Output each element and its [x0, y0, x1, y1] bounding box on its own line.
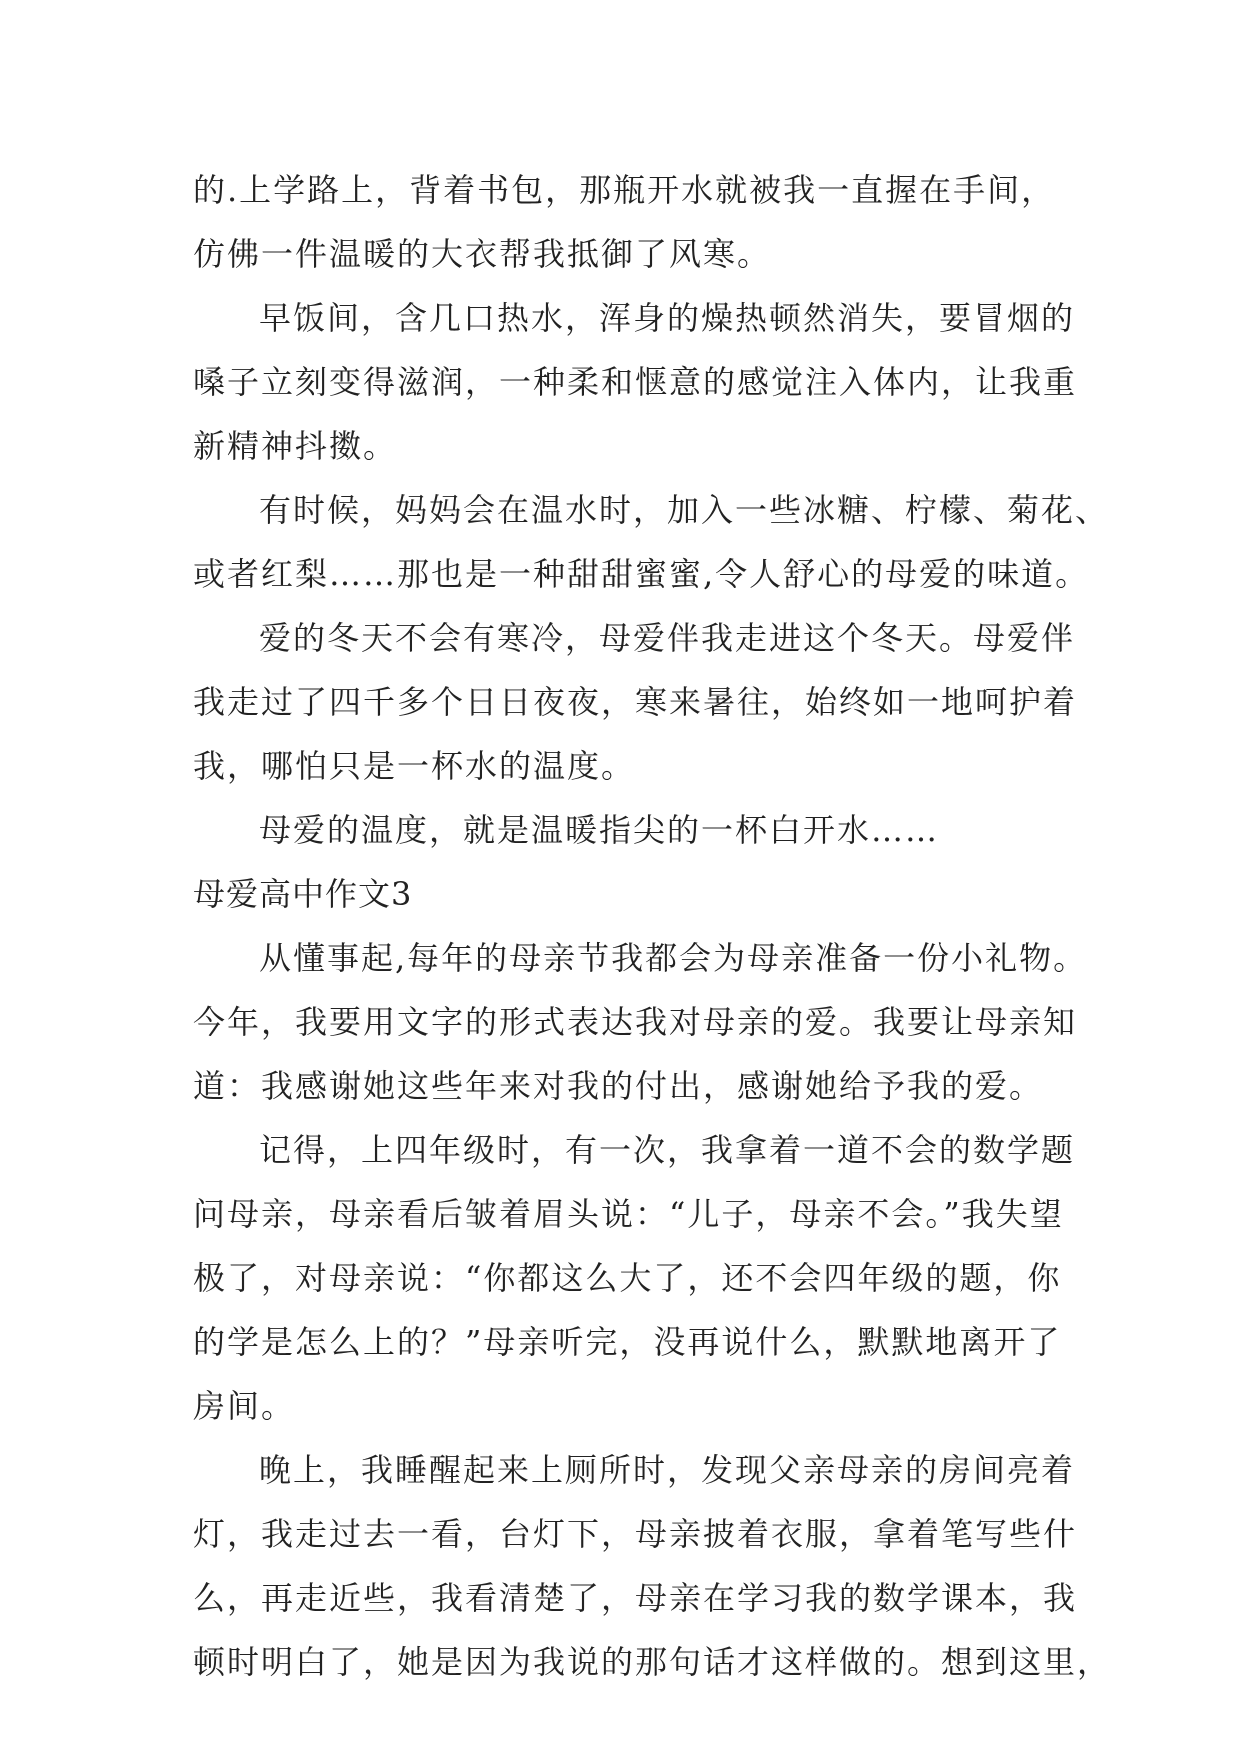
paragraph-start-line: 晚上，我睡醒起来上厕所时，发现父亲母亲的房间亮着 — [259, 1451, 1076, 1489]
text-line: 灯，我走过去一看，台灯下，母亲披着衣服，拿着笔写些什 — [193, 1515, 1078, 1553]
document-page — [193, 158, 1112, 1694]
text-line: 房间。 — [193, 1387, 296, 1425]
paragraph-start-line: 从懂事起,每年的母亲节我都会为母亲准备一份小礼物。 — [259, 939, 1088, 977]
paragraph-start-line: 记得，上四年级时，有一次，我拿着一道不会的数学题 — [259, 1131, 1076, 1169]
text-line: 我走过了四千多个日日夜夜，寒来暑往，始终如一地呵护着 — [193, 683, 1078, 721]
paragraph-start-line: 早饭间，含几口热水，浑身的燥热顿然消失，要冒烟的 — [259, 299, 1076, 337]
text-line: 道：我感谢她这些年来对我的付出，感谢她给予我的爱。 — [193, 1067, 1044, 1105]
text-line: 嗓子立刻变得滋润，一种柔和惬意的感觉注入体内，让我重 — [193, 363, 1078, 401]
text-line: 仿佛一件温暖的大衣帮我抵御了风寒。 — [193, 235, 772, 273]
text-line: 的学是怎么上的？”母亲听完，没再说什么，默默地离开了 — [193, 1323, 1062, 1361]
text-line: 极了，对母亲说：“你都这么大了，还不会四年级的题，你 — [193, 1259, 1062, 1297]
text-line: 的.上学路上，背着书包，那瓶开水就被我一直握在手间， — [193, 171, 1056, 209]
text-line: 么，再走近些，我看清楚了，母亲在学习我的数学课本，我 — [193, 1579, 1078, 1617]
text-line: 新精神抖擞。 — [193, 427, 398, 465]
section-heading: 母爱高中作文3 — [193, 875, 413, 913]
text-line: 顿时明白了，她是因为我说的那句话才这样做的。想到这里， — [193, 1643, 1112, 1681]
paragraph-start-line: 有时候，妈妈会在温水时，加入一些冰糖、柠檬、菊花、 — [259, 491, 1110, 529]
text-line: 问母亲，母亲看后皱着眉头说：“儿子，母亲不会。”我失望 — [193, 1195, 1064, 1233]
text-line: 或者红梨……那也是一种甜甜蜜蜜,令人舒心的母爱的味道。 — [193, 555, 1090, 593]
paragraph-start-line: 爱的冬天不会有寒冷，母爱伴我走进这个冬天。母爱伴 — [259, 619, 1076, 657]
paragraph-start-line: 母爱的温度，就是温暖指尖的一杯白开水…… — [259, 811, 940, 849]
text-line: 今年，我要用文字的形式表达我对母亲的爱。我要让母亲知 — [193, 1003, 1078, 1041]
text-line: 我，哪怕只是一杯水的温度。 — [193, 747, 636, 785]
